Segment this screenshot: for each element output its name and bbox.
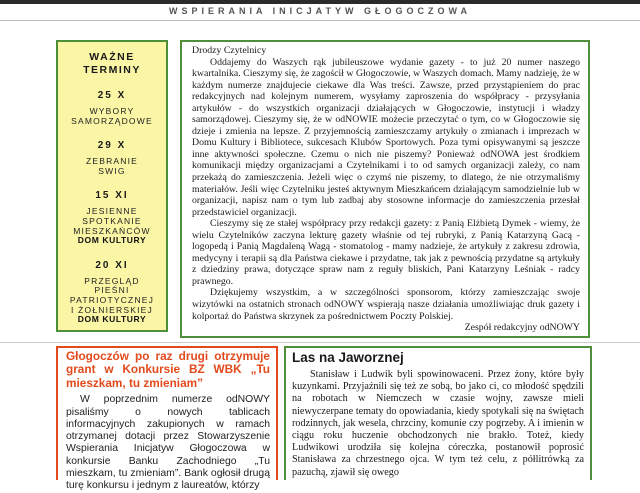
date-item-event bbox=[58, 277, 166, 325]
date-item-place: DOM KULTURY bbox=[77, 235, 147, 246]
dates-heading bbox=[58, 51, 166, 76]
story-body: Stanisław i Ludwik byli spowinowaceni. Przez żony, które były kuzynkami. Przyjaźnili się też ze sobą, bo jako ci, co młodość spędzili na robotach w Niemczech w czasie wojny, zawsze mieli niewyczerpane tematy do opowiadania, kiedy spotykali się na świętach rodzinnych, jak wesela, chrzciny, komunie czy pogrzeby. A i imienin w ciągu roku huczenie obchodzonych nie brakło. Toteż, kiedy Ludwikowi urodziła się kolejna córeczka, postanowił poprosić Stanisława za chrzestnego ojca. W tym też celu, z półlitrówką za pazuchą, zjawił się owego bbox=[292, 369, 584, 478]
date-item-event-line: SAMORZĄDOWE bbox=[71, 115, 153, 126]
story-title: Las na Jaworznej bbox=[292, 350, 404, 365]
letter-salutation: Drodzy Czytelnicy bbox=[192, 45, 267, 56]
grant-article-title: Głogoczów po raz drugi otrzymuje grant w Konkursie BZ WBK „Tu mieszkam, tu zmieniam” bbox=[66, 349, 270, 390]
date-item-place: DOM KULTURY bbox=[77, 314, 147, 325]
letter-paragraph-2: Cieszymy się ze stałej współpracy przy redakcji gazety: z Panią Elżbietą Dymek - wiemy, że wielu Czytelników zaczyna lekturę gazety właśnie od tej rubryki, z Panią Katarzyną Gacą - logopedą i Panią Magdaleną Wagą - stomatolog - mamy nadzieje, że artykuły z zakresu zdrowia, medycyny i terapii są dla Państwa ciekawe i przydatne, tak jak z pewnością przydatne są artykuły z dziedziny prawa, dotyczące spraw nam z reguły bliskich, Pani Katarzyny Leśniak - radcy prawnego. bbox=[192, 218, 580, 287]
dates-heading-line1: WAŻNE bbox=[89, 51, 135, 63]
date-item-event-line: SWIG bbox=[98, 165, 126, 176]
date-item-event-line: MIESZKAŃCÓW bbox=[73, 225, 151, 236]
grant-article-body: W poprzednim numerze odNOWY pisaliśmy o nowych tablicach informacyjnych zakupionych w ramach otrzymanej dotacji przez Stowarzyszenie Wspierania Inicjatyw Głogoczowa w konkursie Banku Zachodniego „Tu mieszkam, tu zmieniam”. Bank ogłosił drugą turę konkursu i jednym z laureatów, którzy bbox=[66, 394, 270, 492]
date-item-date: 29 X bbox=[97, 140, 127, 152]
important-dates-box bbox=[56, 40, 168, 332]
editorial-letter bbox=[180, 40, 590, 338]
date-item-event-line: I ŻOŁNIERSKIEJ bbox=[71, 304, 153, 315]
grant-article bbox=[56, 346, 278, 492]
masthead-tagline: WSPIERANIA INICJATYW GŁOGOCZOWA bbox=[169, 6, 471, 16]
letter-paragraph-3: Dziękujemy wszystkim, a w szczególności sponsorom, którzy zamieszczając swoje wizytówki na ostatnich stronach odNOWY wspierają nasze działania umożliwiając druk gazety i kolportaż do Państwa skrzynek za pośrednictwem Poczty Polskiej. bbox=[192, 287, 580, 322]
date-item-event-line: PRZEGLĄD bbox=[84, 275, 140, 286]
dates-list bbox=[58, 90, 166, 325]
date-item-event-line: SPOTKANIE bbox=[82, 215, 142, 226]
date-item-event-line: PIEŚNI bbox=[94, 285, 130, 296]
date-item-event bbox=[58, 107, 166, 126]
section-divider bbox=[0, 342, 640, 343]
story-article bbox=[284, 346, 592, 480]
date-item-date: 25 X bbox=[97, 90, 127, 101]
header-separator bbox=[0, 20, 640, 21]
date-item-event-line: JESIENNE bbox=[86, 206, 138, 217]
date-item-event bbox=[58, 157, 166, 176]
date-item-event-line: PATRIOTYCZNEJ bbox=[69, 294, 155, 305]
date-item-date: 20 XI bbox=[95, 259, 129, 271]
date-item-event-line: ZEBRANIE bbox=[85, 156, 139, 167]
date-item-event-line: WYBORY bbox=[89, 106, 135, 116]
date-item-event bbox=[58, 207, 166, 245]
letter-paragraph-1: Oddajemy do Waszych rąk jubileuszowe wydanie gazety - to już 20 numer naszego kwartalnika. Cieszymy się, że zagościł w Głogoczowie, w Waszych domach. Mamy nadzieję, że w każdym numerze znajdujecie ciekawe dla Was treści. Zawsze, przed przystąpieniem do prac redakcyjnych nad kolejnym numerem, wysyłamy zaproszenia do współpracy - przysyłania artykułów - do wszystkich organizacji działających w Głogoczowie, instytucji i władzy samorządowej. Cieszymy się, że w odNOWIE możecie przeczytać o tym, co w Głogoczowie się dzieje i zmienia na lepsze. Z przyjemnością zamieszczamy artykuły o zmianach i imprezach w Domu Kultury i Bibliotece, sukcesach Klubów Sportowych. Poza tymi opisywanymi są jeszcze inne aktywności społeczne. Czemu o nich nie piszemy? Ponieważ odNOWA jest środkiem komunikacji między organizacjami a Czytelnikami i to od samych organizacji zależy, co nam przekażą do zamieszczenia. Jeżeli więc o czymś nie piszemy, to dlatego, że nie otrzymaliśmy materiałów. Jeśli więc Czytelniku jesteś aktywnym Mieszkańcem działającym samodzielnie lub w organizacji, napisz nam o tym lub zadbaj aby stosowne informacje do zamieszczenia przesłał przedstawiciel organizacji. bbox=[192, 56, 580, 218]
letter-signature: Zespół redakcyjny odNOWY bbox=[464, 322, 580, 334]
dates-heading-line2: TERMINY bbox=[83, 63, 141, 76]
date-item-date: 15 XI bbox=[95, 190, 129, 202]
